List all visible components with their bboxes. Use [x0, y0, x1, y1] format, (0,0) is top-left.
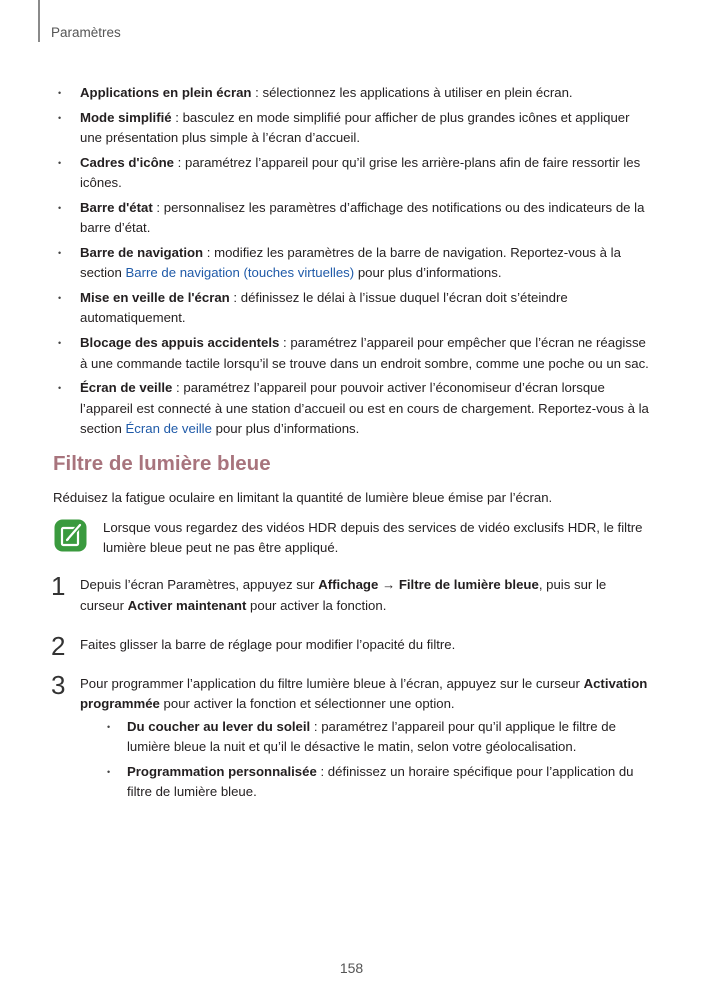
step-term: Activer maintenant — [127, 597, 247, 613]
bullet-term: Du coucher au lever du soleil — [127, 718, 311, 734]
main-content — [53, 83, 651, 821]
step-text: Depuis l’écran Paramètres, appuyez sur — [80, 577, 319, 593]
bullet-text: : paramétrez l’appareil pour pouvoir activer l’économiseur d’écran lorsque l’appareil est connecté à une station d’accueil ou est en cours de chargement. Reportez-vous à la section — [80, 380, 649, 436]
list-item — [53, 198, 651, 239]
note-icon — [54, 519, 87, 552]
step-number: 3 — [51, 670, 66, 701]
bullet-text: : paramétrez l’appareil pour empêcher que l’écran ne réagisse à une commande tactile lorsqu’il se trouve dans un endroit sombre, comme une poche ou un sac. — [80, 335, 649, 371]
note-box — [53, 518, 651, 558]
note-text: Lorsque vous regardez des vidéos HDR depuis des services de vidéo exclusifs HDR, le filtre lumière bleue peut ne pas être appliqué. — [103, 520, 643, 556]
step-2 — [51, 630, 651, 661]
step-text: pour activer la fonction et sélectionner une option. — [159, 696, 455, 712]
navigation-bar-link[interactable]: Barre de navigation (touches virtuelles) — [125, 265, 355, 281]
list-item — [53, 243, 651, 284]
step-term: Filtre de lumière bleue — [398, 577, 539, 593]
bullet-text: : définissez le délai à l’issue duquel l’écran doit s’éteindre automatiquement. — [80, 290, 568, 326]
list-item — [53, 153, 651, 194]
section-intro: Réduisez la fatigue oculaire en limitant la quantité de lumière bleue émise par l’écran. — [53, 490, 553, 506]
list-item — [53, 108, 651, 149]
step-arrow: → — [378, 577, 399, 593]
step-text: Pour programmer l’application du filtre lumière bleue à l’écran, appuyez sur le curseur — [80, 676, 584, 692]
bullet-text-end: pour plus d’informations. — [354, 265, 502, 281]
bullet-text: : paramétrez l’appareil pour qu’il grise les arrière-plans afin de faire ressortir les icônes. — [80, 154, 641, 191]
step-text: , puis sur le curseur — [80, 577, 607, 613]
list-item — [102, 717, 651, 758]
list-item — [53, 288, 651, 329]
step-number: 1 — [51, 571, 66, 602]
header-divider — [38, 0, 40, 42]
bullet-text: : personnalisez les paramètres d’affichage des notifications ou des indicateurs de la barre d’état. — [80, 199, 645, 236]
bullet-term: Écran de veille — [80, 380, 173, 396]
bullet-term: Cadres d'icône — [80, 154, 175, 170]
step-text: pour activer la fonction. — [246, 597, 387, 613]
list-item — [53, 333, 651, 374]
settings-bullet-list — [53, 83, 651, 439]
bullet-text: : définissez un horaire spécifique pour l’application du filtre de lumière bleue. — [127, 763, 634, 800]
page-header-title: Paramètres — [51, 25, 121, 40]
section-title: Filtre de lumière bleue — [53, 452, 271, 476]
bullet-term: Applications en plein écran — [80, 85, 252, 100]
step-text: Faites glisser la barre de réglage pour modifier l’opacité du filtre. — [80, 636, 456, 652]
list-item — [102, 762, 651, 803]
step-term: Activation programmée — [80, 676, 648, 712]
list-item — [53, 378, 651, 439]
step-1 — [51, 571, 651, 616]
bullet-term: Blocage des appuis accidentels — [80, 335, 280, 351]
list-item — [53, 83, 651, 103]
step-3-sub-list — [80, 717, 651, 803]
bullet-text: : sélectionnez les applications à utiliser en plein écran. — [251, 85, 573, 100]
bullet-term: Barre d'état — [80, 199, 153, 215]
bullet-text: : basculez en mode simplifié pour afficher de plus grandes icônes et appliquer une présentation plus simple à l’écran d’accueil. — [80, 109, 630, 146]
page-number: 158 — [339, 960, 364, 976]
step-3 — [51, 670, 651, 802]
step-term: Affichage — [318, 577, 379, 593]
bullet-text-end: pour plus d’informations. — [211, 420, 360, 436]
bullet-text: : modifiez les paramètres de la barre de navigation. Reportez-vous à la section — [80, 245, 621, 281]
bullet-term: Mode simplifié — [80, 109, 172, 125]
screensaver-link[interactable]: Écran de veille — [125, 420, 212, 436]
step-number: 2 — [51, 630, 66, 661]
bullet-term: Mise en veille de l'écran — [80, 290, 230, 306]
bullet-term: Programmation personnalisée — [127, 763, 317, 779]
bullet-text: : paramétrez l’appareil pour qu’il applique le filtre de lumière bleue la nuit et qu’il le désactive le matin, selon votre géolocalisation. — [127, 718, 616, 755]
bullet-term: Barre de navigation — [80, 245, 204, 261]
